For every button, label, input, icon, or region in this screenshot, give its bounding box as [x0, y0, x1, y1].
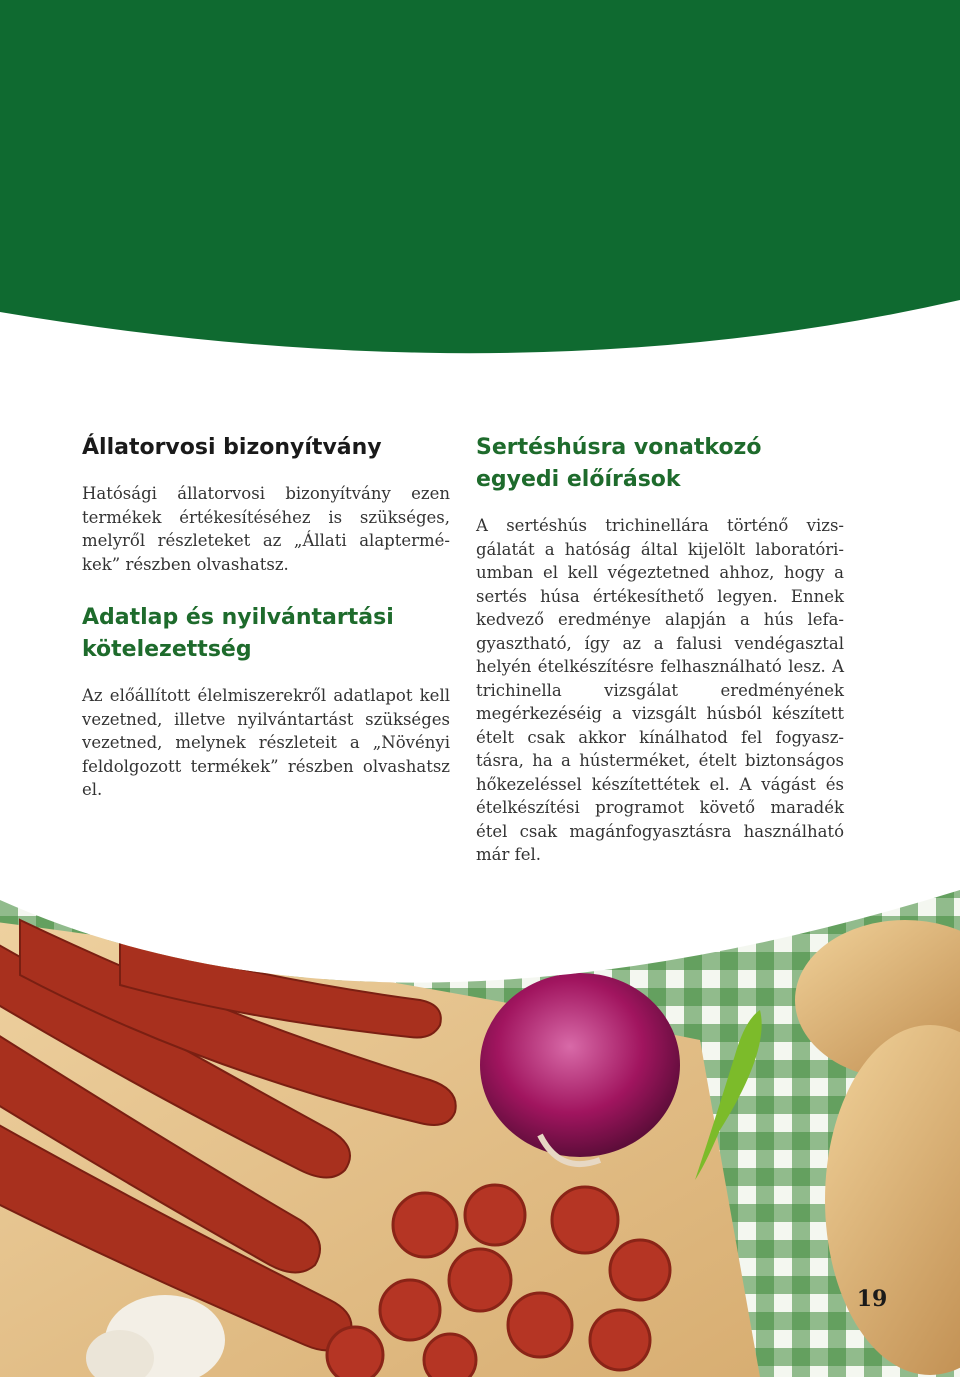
heading-allatorvosi-bizonyitvany: Állatorvosi bizonyítvány — [82, 435, 382, 460]
left-column — [82, 432, 450, 802]
page-number: 19 — [856, 1286, 888, 1312]
right-column — [476, 432, 844, 867]
paragraph-serteshus: A sertéshús trichinellára történő vizs-gálatát a hatóság által kijelölt laboratóri-umban el kell végeztetned ahhoz, hogy a sertés húsa értékesíthető legyen. Ennek kedvező eredménye alapján a hús lefa-gyasztható, így az a falusi vendégasztal helyén ételkészítésre felhasználható lesz. A trichinella vizsgálat eredményének megérkezéséig a vizsgált húsból készített ételt csak akkor kínálhatod fel fogyasz-tásra, ha a hústerméket, ételt biztonságos hőkezeléssel készítettétek el. A vágást és ételkészítési programot követő maradék étel csak magánfogyasztásra használható már fel. — [476, 516, 844, 864]
green-header-band — [0, 0, 960, 420]
food-photo — [0, 880, 960, 1377]
paragraph-allatorvosi: Hatósági állatorvosi bizonyítvány ezen termékek értékesítéséhez is szükséges, melyről részleteket az „Állati alaptermé-kek” részben olvashatsz. — [82, 484, 450, 574]
heading-serteshus: Sertéshúsra vonatkozó egyedi előírások — [476, 435, 762, 492]
heading-adatlap: Adatlap és nyilvántartási kötelezettség — [82, 605, 394, 662]
paragraph-adatlap: Az előállított élelmiszerekről adatlapot kell vezetned, illetve nyilvántartást szükséges vezetned, melynek részleteit a „Növényi feldolgozott termékek” részben olvashatsz el. — [82, 686, 450, 799]
